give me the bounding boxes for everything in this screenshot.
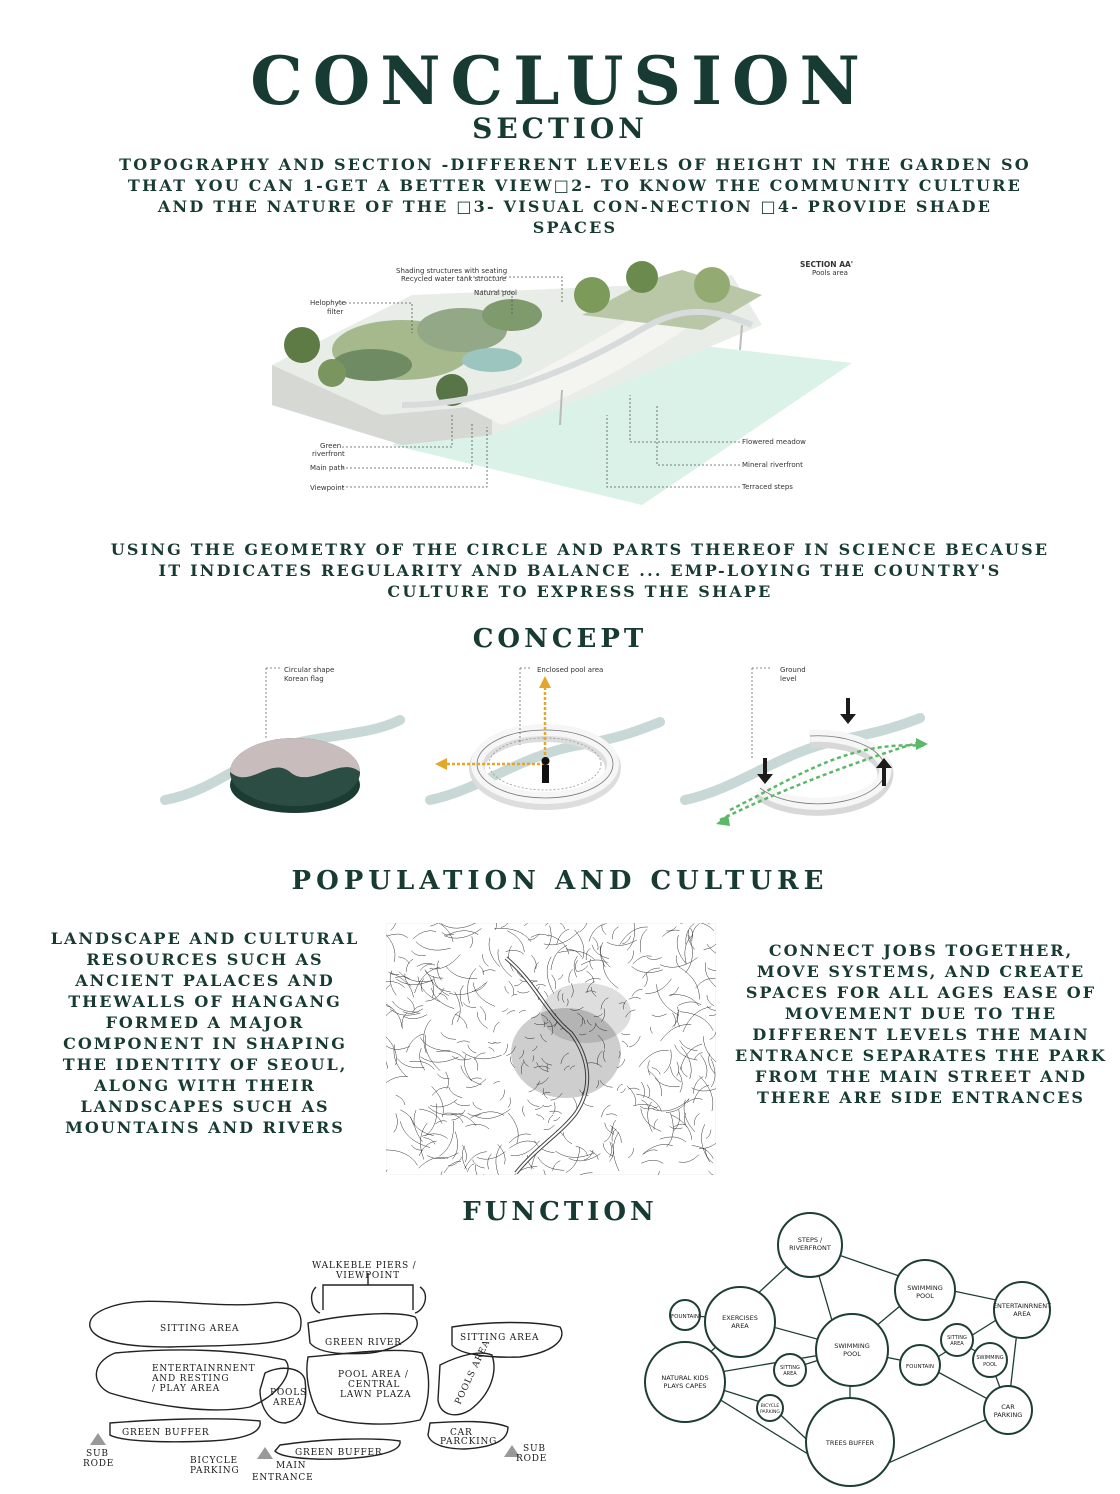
bubble-swim-mid-1: SWIMMING — [834, 1342, 870, 1350]
geometry-text: USING THE GEOMETRY OF THE CIRCLE AND PARTS THEREOF IN SCIENCE BECAUSE IT INDICATES REGULARITY AND BALANCE ... EMP-LOYING THE COUNTRY'S CULTURE TO EXPRESS THE SHAPE — [110, 540, 1050, 601]
concept-label-ground: Ground — [780, 666, 806, 674]
section-heading: SECTION — [472, 112, 648, 145]
section-description: TOPOGRAPHY AND SECTION -DIFFERENT LEVELS OF HEIGHT IN THE GARDEN SO THAT YOU CAN 1-GET A BETTER VIEW□2- TO KNOW THE COMMUNITY CULTURE AND THE NATURE OF THE □3- VISUAL CON-NECTION □4- PROVIDE SHADE SPACES — [119, 155, 1031, 237]
concept-diagrams — [160, 660, 960, 835]
bubble-swim-mid-2: POOL — [843, 1350, 861, 1358]
zone-bicycle-1: BICYCLE — [190, 1456, 238, 1466]
zone-ent-3: / PLAY AREA — [152, 1384, 221, 1394]
zone-pools-2: AREA — [273, 1398, 303, 1408]
label-flowered: Flowered meadow — [742, 438, 806, 446]
bubble-sitting-l-2: AREA — [783, 1371, 797, 1377]
label-viewpoint: Viewpoint — [310, 484, 345, 492]
bubble-exercises-2: AREA — [731, 1322, 749, 1330]
zone-pools-1: POOLS — [270, 1388, 307, 1398]
label-green: Green — [320, 442, 342, 450]
bubble-steps-2: RIVERFRONT — [789, 1244, 831, 1252]
population-heading: POPULATION AND CULTURE — [291, 866, 829, 896]
label-recycled: Recycled water tank structure — [401, 275, 507, 283]
bubble-natural-2: PLAYS CAPES — [663, 1382, 707, 1390]
zoning-diagram — [80, 1255, 580, 1490]
bubble-sitting-r-1: SITTING — [947, 1335, 967, 1341]
bubble-swim-top-1: SWIMMING — [907, 1284, 943, 1292]
bubble-ent-2: AREA — [1013, 1310, 1031, 1318]
concept-label-enclosed: Enclosed pool area — [537, 666, 604, 674]
zone-piers-1: WALKEBLE PIERS / — [312, 1261, 417, 1271]
concept-heading: CONCEPT — [472, 624, 648, 654]
bubble-fountain-left: FOUNTAIN — [670, 1314, 700, 1320]
label-filter: filter — [327, 308, 344, 316]
bubble-car-1: CAR — [1001, 1403, 1015, 1411]
bubble-natural-1: NATURAL KIDS — [661, 1374, 709, 1382]
bubble-bicycle-2: PARKING — [760, 1410, 780, 1415]
zone-main-2: ENTRANCE — [252, 1473, 314, 1483]
zone-pool-3: LAWN PLAZA — [340, 1390, 412, 1400]
bubble-ent-1: ENTERTAINRNENT — [992, 1302, 1052, 1310]
concept-label-level: level — [780, 675, 797, 683]
zone-sub-right-1: SUB — [523, 1444, 546, 1454]
zone-pool-2: CENTRAL — [348, 1380, 401, 1390]
label-helophyte: Helophyte — [310, 299, 346, 307]
label-natural-pool: Natural pool — [474, 289, 517, 297]
label-main-path: Main path — [310, 464, 345, 472]
concept-label-korean: Korean flag — [284, 675, 324, 683]
bubble-sitting-l-1: SITTING — [780, 1365, 800, 1371]
section-drawing-subtitle: Pools area — [812, 269, 848, 277]
zone-main-1: MAIN — [276, 1461, 307, 1471]
bubble-fountain-mid: FOUNTAIN — [905, 1364, 935, 1370]
zone-ent-2: AND RESTING — [152, 1374, 230, 1384]
bubble-swim-small-2: POOL — [983, 1362, 997, 1368]
zone-sub-left-1: SUB — [86, 1449, 109, 1459]
zone-bicycle-2: PARKING — [190, 1466, 240, 1476]
concept-label-circular: Circular shape — [284, 666, 335, 674]
concept-enclosed-pool — [430, 668, 660, 802]
bubble-trees: TREES BUFFER — [825, 1439, 875, 1447]
zone-sitting-left: SITTING AREA — [160, 1324, 240, 1334]
bubble-swim-top-2: POOL — [916, 1292, 934, 1300]
bubble-exercises-1: EXERCISES — [722, 1314, 758, 1322]
section-aa-drawing — [262, 255, 862, 510]
zone-pool-1: POOL AREA / — [338, 1370, 409, 1380]
bubble-bicycle-1: BICYCLE — [760, 1404, 780, 1409]
bubble-sitting-r-2: AREA — [950, 1341, 964, 1347]
zone-piers-2: VIEWPOINT — [336, 1271, 400, 1281]
zone-sub-left-2: RODE — [83, 1459, 115, 1469]
zone-car-2: PARCKING — [440, 1437, 498, 1447]
concept-circle-flag — [165, 668, 400, 813]
zone-sitting-right: SITTING AREA — [460, 1333, 540, 1343]
zone-green-buffer-1: GREEN BUFFER — [122, 1428, 210, 1438]
zone-ent-1: ENTERTAINRNENT — [152, 1364, 256, 1374]
bubble-steps-1: STEPS / — [797, 1236, 823, 1244]
population-right-text: CONNECT JOBS TOGETHER, MOVE SYSTEMS, AND CREATE SPACES FOR ALL AGES EASE OF MOVEMENT DUE TO THE DIFFERENT LEVELS THE MAIN ENTRANCE SEPARATES THE PARK FROM THE MAIN STREET AND THERE ARE SIDE ENTRANCES — [735, 941, 1107, 1107]
label-mineral: Mineral riverfront — [742, 461, 803, 469]
section-drawing-title: SECTION AA' — [800, 260, 854, 269]
zone-car-1: CAR — [450, 1428, 473, 1438]
population-left-text: LANDSCAPE AND CULTURAL RESOURCES SUCH AS ANCIENT PALACES AND THEWALLS OF HANGANG FORMED A MAJOR COMPONENT IN SHAPING THE IDENTITY OF SEOUL, ALONG WITH THEIR LANDSCAPES SUCH AS MOUNTAINS AND RIVERS — [50, 929, 360, 1137]
zone-sub-right-2: RODE — [516, 1454, 548, 1464]
zone-pools-right: POOLS AREA — [453, 1338, 493, 1407]
bubble-car-2: PARKING — [993, 1411, 1023, 1419]
zone-green-buffer-2: GREEN BUFFER — [295, 1448, 383, 1458]
function-heading: FUNCTION — [462, 1197, 658, 1227]
label-shading: Shading structures with seating — [396, 267, 508, 275]
seoul-map — [386, 923, 716, 1175]
zone-green-river: GREEN RIVER — [325, 1338, 402, 1348]
bubble-diagram — [640, 1210, 1070, 1490]
page-title: CONCLUSION — [250, 42, 870, 120]
label-terraced: Terraced steps — [742, 483, 793, 491]
bubble-swim-small-1: SWIMMING — [976, 1355, 1004, 1361]
label-riverfront: riverfront — [312, 450, 345, 458]
concept-ground-level — [685, 668, 928, 826]
